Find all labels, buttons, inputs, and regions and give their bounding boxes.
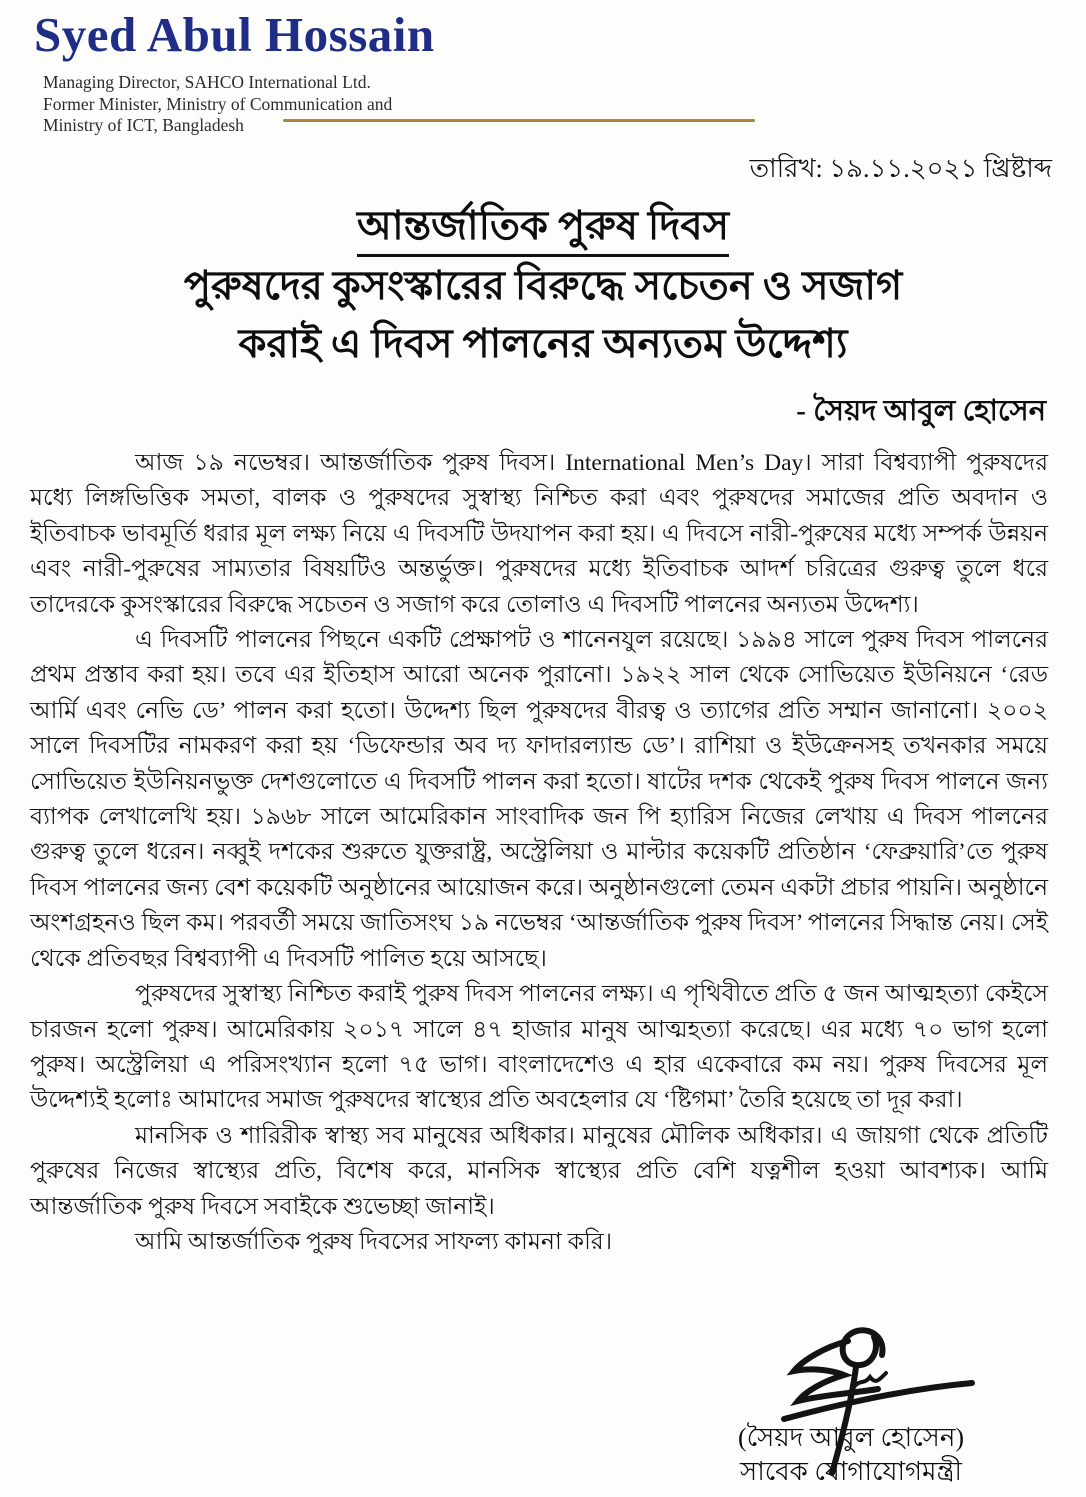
- headline-subtitle-line-2: করাই এ দিবস পালনের অন্যতম উদ্দেশ্য: [238, 321, 848, 366]
- letterhead-name: Syed Abul Hossain: [34, 7, 435, 62]
- headline-title: আন্তর্জাতিক পুরুষ দিবস: [357, 200, 729, 257]
- paragraph-4: মানসিক ও শারিরীক স্বাস্থ্য সব মানুষের অধিকার। মানুষের মৌলিক অধিকার। এ জায়গা থেকে প্রতিটি পুরুষের নিজের স্বাস্থ্যের প্রতি, বিশেষ করে, মানসিক স্বাস্থ্যের প্রতি বেশি যত্নশীল হওয়া আবশ্যক। আমি আন্তর্জাতিক পুরুষ দিবসে সবাইকে শুভেচ্ছা জানাই।: [30, 1122, 1048, 1220]
- letterhead-titles: [43, 72, 1056, 137]
- headline: [0, 200, 1086, 373]
- letterhead-title-line-2: Former Minister, Ministry of Communication and: [43, 93, 393, 114]
- signature-title: সাবেক যোগাযোগমন্ত্রী: [740, 1457, 962, 1486]
- letterhead: [34, 6, 1056, 137]
- letter-body: [30, 446, 1048, 1260]
- signature-block: [706, 1327, 996, 1489]
- headline-byline: - সৈয়দ আবুল হোসেন: [796, 395, 1046, 427]
- headline-subtitle-line-1: পুরুষদের কুসংস্কারের বিরুদ্ধে সচেতন ও সজাগ: [183, 263, 903, 308]
- handwritten-signature-icon: [736, 1321, 976, 1481]
- signature-name: (সৈয়দ আবুল হোসেন): [737, 1423, 965, 1452]
- date-line: তারিখ: ১৯.১১.২০২১ খ্রিষ্টাব্দ: [749, 154, 1052, 183]
- paragraph-1: আজ ১৯ নভেম্বর। আন্তর্জাতিক পুরুষ দিবস। International Men’s Day। সারা বিশ্বব্যাপী পুরুষদের মধ্যে লিঙ্গভিত্তিক সমতা, বালক ও পুরুষদের সুস্বাস্থ্য নিশ্চিত করা এবং পুরুষদের সমাজের প্রতি অবদান ও ইতিবাচক ভাবমূর্তি ধরার মূল লক্ষ্য নিয়ে এ দিবসটি উদযাপন করা হয়। এ দিবসে নারী-পুরুষের মধ্যে সম্পর্ক উন্নয়ন এবং নারী-পুরুষের সাম্যতার বিষয়টিও অন্তর্ভুক্ত। পুরুষদের মধ্যে ইতিবাচক আদর্শ চরিত্রের গুরুত্ব তুলে ধরে তাদেরকে কুসংস্কারের বিরুদ্ধে সচেতন ও সজাগ করে তোলাও এ দিবসটি পালনের অন্যতম উদ্দেশ্য।: [30, 450, 1048, 618]
- paragraph-2: এ দিবসটি পালনের পিছনে একটি প্রেক্ষাপট ও শানেনযুল রয়েছে। ১৯৯৪ সালে পুরুষ দিবস পালনের প্রথম প্রস্তাব করা হয়। তবে এর ইতিহাস আরো অনেক পুরানো। ১৯২২ সাল থেকে সোভিয়েত ইউনিয়নে ‘রেড আর্মি এবং নেভি ডে’ পালন করা হতো। উদ্দেশ্য ছিল পুরুষদের বীরত্ব ও ত্যাগের প্রতি সম্মান জানানো। ২০০২ সালে দিবসটির নামকরণ করা হয় ‘ডিফেন্ডার অব দ্য ফাদারল্যান্ড ডে’। রাশিয়া ও ইউক্রেনসহ তখনকার সময়ে সোভিয়েত ইউনিয়নভুক্ত দেশগুলোতে এ দিবসটি পালন করা হতো। ষাটের দশক থেকেই পুরুষ দিবস পালনে জন্য ব্যাপক লেখালেখি হয়। ১৯৬৮ সালে আমেরিকান সাংবাদিক জন পি হ্যারিস নিজের লেখায় এ দিবস পালনের গুরুত্ব তুলে ধরেন। নব্বুই দশকের শুরুতে যুক্তরাষ্ট্র, অস্ট্রেলিয়া ও মাল্টার কয়েকটি প্রতিষ্ঠান ‘ফেব্রুয়ারি’তে পুরুষ দিবস পালনের জন্য বেশ কয়েকটি অনুষ্ঠানের আয়োজন করে। অনুষ্ঠানগুলো তেমন একটা প্রচার পায়নি। অনুষ্ঠানে অংশগ্রহনও ছিল কম। পরবর্তী সময়ে জাতিসংঘ ১৯ নভেম্বর ‘আন্তর্জাতিক পুরুষ দিবস’ পালনের সিদ্ধান্ত নেয়। সেই থেকে প্রতিবছর বিশ্বব্যাপী এ দিবসটি পালিত হয়ে আসছে।: [30, 627, 1048, 972]
- signature-image: [706, 1327, 996, 1435]
- letterhead-title-line-1: Managing Director, SAHCO International Ltd.: [43, 72, 371, 92]
- paragraph-3: পুরুষদের সুস্বাস্থ্য নিশ্চিত করাই পুরুষ দিবস পালনের লক্ষ্য। এ পৃথিবীতে প্রতি ৫ জন আত্মহত্যা কেইসে চারজন হলো পুরুষ। আমেরিকায় ২০১৭ সালে ৪৭ হাজার মানুষ আত্মহত্যা করেছে। এর মধ্যে ৭০ ভাগ হলো পুরুষ। অস্ট্রেলিয়া এ পরিসংখ্যান হলো ৭৫ ভাগ। বাংলাদেশেও এ হার একেবারে কম নয়। পুরুষ দিবসের মূল উদ্দেশ্যই হলোঃ আমাদের সমাজ পুরুষদের স্বাস্থ্যের প্রতি অবহেলার যে ‘ষ্টিগমা’ তৈরি হয়েছে তা দূর করা।: [30, 981, 1048, 1114]
- letterhead-title-line-3: Ministry of ICT, Bangladesh: [43, 115, 244, 135]
- letterhead-divider-line: [283, 119, 755, 122]
- paragraph-5: আমি আন্তর্জাতিক পুরুষ দিবসের সাফল্য কামনা করি।: [135, 1228, 613, 1255]
